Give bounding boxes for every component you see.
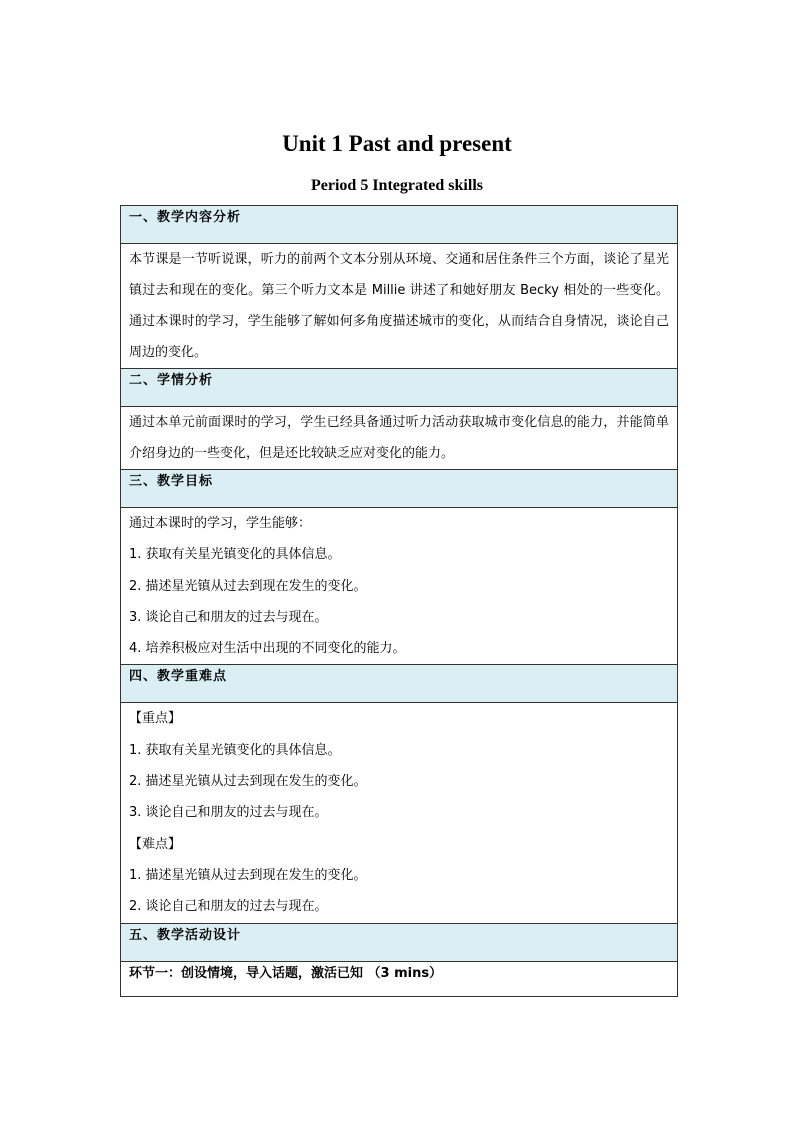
key-point-item: 2. 描述星光镇从过去到现在发生的变化。 bbox=[129, 774, 367, 790]
section-heading-student-analysis: 二、学情分析 bbox=[121, 369, 678, 407]
section-body-row bbox=[121, 244, 678, 369]
section-body-student-analysis bbox=[121, 407, 678, 470]
section-paragraph: 通过本单元前面课时的学习，学生已经具备通过听力活动获取城市变化信息的能力，并能简单介绍身边的一些变化，但是还比较缺乏应对变化的能力。 bbox=[129, 415, 669, 461]
document-subtitle: Period 5 Integrated skills bbox=[311, 177, 483, 194]
section-body-key-points bbox=[121, 703, 678, 923]
section-heading-row bbox=[121, 369, 678, 407]
section-heading-activity-design: 五、教学活动设计 bbox=[121, 923, 678, 961]
section-heading-content-analysis: 一、教学内容分析 bbox=[121, 206, 678, 244]
key-points-label: 【重点】 bbox=[129, 711, 182, 727]
objective-item: 3. 谈论自己和朋友的过去与现在。 bbox=[129, 609, 328, 625]
section-body-row bbox=[121, 961, 678, 996]
section-heading-key-points: 四、教学重难点 bbox=[121, 665, 678, 703]
document-title: Unit 1 Past and present bbox=[282, 131, 512, 156]
difficult-point-item: 1. 描述星光镇从过去到现在发生的变化。 bbox=[129, 867, 367, 883]
difficult-point-item: 2. 谈论自己和朋友的过去与现在。 bbox=[129, 899, 328, 915]
objective-item: 4. 培养积极应对生活中出现的不同变化的能力。 bbox=[129, 641, 406, 657]
section-heading-row bbox=[121, 470, 678, 508]
section-heading-row bbox=[121, 206, 678, 244]
section-body-row bbox=[121, 407, 678, 470]
section-heading-teaching-objectives: 三、教学目标 bbox=[121, 470, 678, 508]
objective-item: 1. 获取有关星光镇变化的具体信息。 bbox=[129, 547, 341, 563]
section-body-content-analysis bbox=[121, 244, 678, 369]
section-body-row bbox=[121, 703, 678, 923]
objective-item: 2. 描述星光镇从过去到现在发生的变化。 bbox=[129, 578, 367, 594]
section-paragraph: 本节课是一节听说课，听力的前两个文本分别从环境、交通和居住条件三个方面，谈论了星光镇过去和现在的变化。第三个听力文本是 Millie 讲述了和她好朋友 Becky 相处的一些变化。通过本课时的学习，学生能够了解如何多角度描述城市的变化，从而结合自身情况，谈论自己周边的变化。 bbox=[129, 252, 669, 360]
activity-step-title: 环节一：创设情境，导入话题，激活已知 （3 mins） bbox=[121, 961, 678, 996]
objective-intro: 通过本课时的学习，学生能够： bbox=[129, 516, 312, 531]
section-body-row bbox=[121, 508, 678, 665]
key-point-item: 3. 谈论自己和朋友的过去与现在。 bbox=[129, 805, 328, 821]
section-heading-row bbox=[121, 665, 678, 703]
lesson-plan-table bbox=[120, 205, 678, 997]
key-point-item: 1. 获取有关星光镇变化的具体信息。 bbox=[129, 742, 341, 758]
section-heading-row bbox=[121, 923, 678, 961]
difficult-points-label: 【难点】 bbox=[129, 836, 182, 852]
section-body-teaching-objectives bbox=[121, 508, 678, 665]
